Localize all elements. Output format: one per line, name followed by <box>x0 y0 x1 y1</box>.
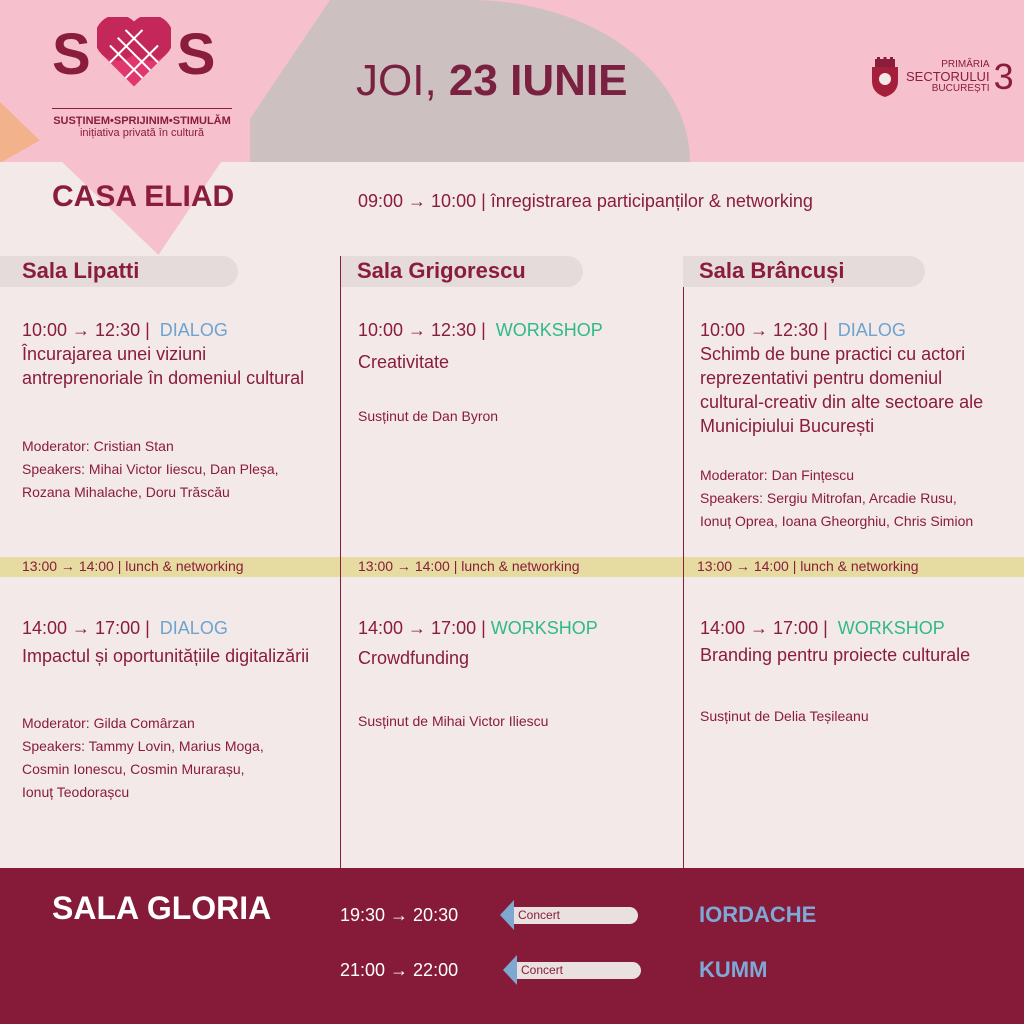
session-meta-grigorescu-morning <box>358 405 668 428</box>
logo-letter-right: S <box>176 21 216 87</box>
speakers-text: Cosmin Ionescu, Cosmin Murarașu, <box>22 761 245 777</box>
room-column-lipatti <box>0 256 320 287</box>
heart-logo-icon <box>97 17 171 91</box>
session-grigorescu-afternoon <box>358 616 668 670</box>
session-grigorescu-morning <box>358 318 668 374</box>
event-day: JOI, <box>356 56 437 105</box>
arrow-left-icon <box>503 955 517 985</box>
session-meta-brancusi-morning <box>700 464 1010 533</box>
speakers-text: Rozana Mihalache, Doru Trăscău <box>22 484 230 500</box>
lunch-text: 13:00 → 14:00 | lunch & networking <box>358 558 580 574</box>
session-title: Crowdfunding <box>358 648 470 668</box>
arrow-left-icon <box>500 900 514 930</box>
gloria-title: SALA GLORIA <box>52 890 272 926</box>
session-time <box>22 318 322 342</box>
session-meta-lipatti-morning <box>22 435 332 504</box>
session-time-value: 14:00 → 17:00 | <box>358 618 486 638</box>
logo-tagline: SUSȚINEM•SPRIJINIM•STIMULĂM <box>53 115 231 127</box>
concert-label: Concert <box>513 962 641 979</box>
moderator-text: Moderator: Dan Fințescu <box>700 467 855 483</box>
concert-label: Concert <box>510 907 638 924</box>
logo-divider <box>52 108 232 109</box>
session-kind: DIALOG <box>837 320 906 340</box>
lunch-text: 13:00 → 14:00 | lunch & networking <box>697 558 919 574</box>
primaria-line3: BUCUREȘTI <box>931 83 990 94</box>
session-title: Branding pentru proiecte culturale <box>700 645 971 665</box>
venue-title: CASA ELIAD <box>52 180 235 213</box>
session-brancusi-morning <box>700 318 1010 438</box>
session-meta-lipatti-afternoon <box>22 712 332 804</box>
speakers-text: Speakers: Mihai Victor Iiescu, Dan Pleșa, <box>22 461 279 477</box>
session-brancusi-afternoon <box>700 616 1010 667</box>
room-title: Sala Brâncuși <box>683 256 925 287</box>
concert-time: 21:00 → 22:00 <box>340 960 459 980</box>
coat-of-arms-icon <box>868 57 902 97</box>
moderator-text: Moderator: Gilda Comârzan <box>22 715 195 731</box>
session-time-value: 10:00 → 12:30 | <box>22 320 150 340</box>
sss-logo <box>52 14 232 139</box>
session-kind: DIALOG <box>159 320 228 340</box>
session-title: Încurajarea unei viziuni antreprenoriale în domeniul cultural <box>22 344 305 388</box>
event-date <box>356 56 627 106</box>
session-meta-brancusi-afternoon <box>700 705 1010 728</box>
column-divider <box>340 557 341 577</box>
room-column-grigorescu <box>341 256 661 287</box>
session-time <box>358 318 668 342</box>
speakers-text: Ionuț Teodorașcu <box>22 784 130 800</box>
session-title: Impactul și oportunitățiile digitalizării <box>22 646 310 666</box>
lunch-text: 13:00 → 14:00 | lunch & networking <box>22 558 244 574</box>
supported-by-text: Susținut de Mihai Victor Iliescu <box>358 713 549 729</box>
session-time <box>22 616 322 640</box>
room-column-brancusi <box>683 256 1003 287</box>
session-time <box>358 616 668 640</box>
logo-subtitle: inițiativa privată în cultură <box>79 127 205 139</box>
supported-by-text: Susținut de Delia Teșileanu <box>700 708 869 724</box>
session-lipatti-morning <box>22 318 322 390</box>
session-time-value: 14:00 → 17:00 | <box>700 618 828 638</box>
speakers-text: Speakers: Sergiu Mitrofan, Arcadie Rusu, <box>700 490 957 506</box>
session-meta-grigorescu-afternoon <box>358 710 668 733</box>
concert-tag <box>502 905 634 925</box>
event-date-value: 23 IUNIE <box>448 56 628 105</box>
session-kind: WORKSHOP <box>490 618 598 638</box>
session-time-value: 14:00 → 17:00 | <box>22 618 150 638</box>
concert-time: 19:30 → 20:30 <box>340 905 459 925</box>
logo-letter-left: S <box>52 21 91 87</box>
session-kind: WORKSHOP <box>495 320 603 340</box>
session-time <box>700 318 1010 342</box>
session-lipatti-afternoon <box>22 616 322 668</box>
session-time-value: 10:00 → 12:30 | <box>358 320 486 340</box>
moderator-text: Moderator: Cristian Stan <box>22 438 174 454</box>
registration-text: 09:00 → 10:00 | înregistrarea participanților & networking <box>358 191 813 211</box>
session-time-value: 10:00 → 12:30 | <box>700 320 828 340</box>
column-divider <box>683 557 684 577</box>
session-time <box>700 616 1010 640</box>
supported-by-text: Susținut de Dan Byron <box>358 408 499 424</box>
logo-mark <box>52 14 232 94</box>
room-title: Sala Grigorescu <box>341 256 583 287</box>
primaria-text <box>906 59 990 95</box>
room-title: Sala Lipatti <box>0 256 238 287</box>
speakers-text: Ionuț Oprea, Ioana Gheorghiu, Chris Simion <box>700 513 974 529</box>
primaria-number: 3 <box>993 56 1014 97</box>
primaria-logo <box>868 56 1014 98</box>
session-kind: DIALOG <box>159 618 228 638</box>
primaria-line1: PRIMĂRIA <box>941 59 990 70</box>
session-title: Schimb de bune practici cu actori reprezentativi pentru domeniul cultural-creativ din alte sectoare ale Municipiului București <box>700 344 984 436</box>
concert-artist: KUMM <box>699 957 768 982</box>
concert-artist: IORDACHE <box>699 902 817 927</box>
concert-tag <box>505 960 637 980</box>
session-title: Creativitate <box>358 352 450 372</box>
speakers-text: Speakers: Tammy Lovin, Marius Moga, <box>22 738 264 754</box>
primaria-line2: SECTORULUI <box>906 69 990 84</box>
session-kind: WORKSHOP <box>837 618 945 638</box>
